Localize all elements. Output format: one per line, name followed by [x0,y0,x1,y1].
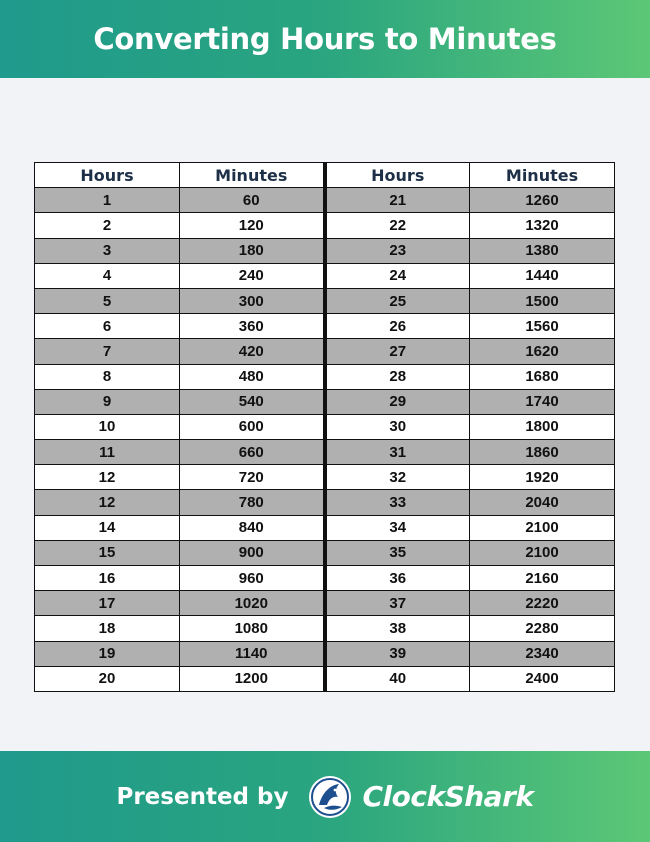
cell-hours: 17 [35,591,180,616]
cell-hours: 21 [325,188,470,213]
cell-hours: 9 [35,389,180,414]
table-row [35,314,615,339]
cell-minutes: 360 [180,314,325,339]
cell-minutes: 2040 [470,490,615,515]
cell-hours: 1 [35,188,180,213]
cell-hours: 36 [325,566,470,591]
cell-minutes: 2280 [470,616,615,641]
cell-hours: 31 [325,440,470,465]
cell-hours: 35 [325,540,470,565]
cell-hours: 33 [325,490,470,515]
hours-minutes-table [34,162,615,692]
table-row [35,414,615,439]
cell-minutes: 1260 [470,188,615,213]
column-header-hours: Hours [35,163,180,188]
cell-minutes: 660 [180,440,325,465]
table-row [35,188,615,213]
cell-hours: 34 [325,515,470,540]
cell-minutes: 300 [180,288,325,313]
cell-minutes: 1860 [470,440,615,465]
cell-minutes: 2100 [470,540,615,565]
table-row [35,364,615,389]
cell-minutes: 900 [180,540,325,565]
cell-hours: 12 [35,490,180,515]
cell-minutes: 480 [180,364,325,389]
cell-minutes: 960 [180,566,325,591]
cell-hours: 16 [35,566,180,591]
table-row [35,666,615,691]
cell-hours: 18 [35,616,180,641]
cell-hours: 27 [325,339,470,364]
cell-hours: 29 [325,389,470,414]
cell-hours: 30 [325,414,470,439]
cell-minutes: 780 [180,490,325,515]
table-row [35,641,615,666]
table-body [35,188,615,692]
cell-minutes: 600 [180,414,325,439]
cell-hours: 23 [325,238,470,263]
cell-minutes: 2100 [470,515,615,540]
table-row [35,465,615,490]
cell-hours: 28 [325,364,470,389]
table-row [35,591,615,616]
table-header-row [35,163,615,188]
cell-hours: 25 [325,288,470,313]
cell-minutes: 1560 [470,314,615,339]
cell-hours: 3 [35,238,180,263]
footer-banner [0,751,650,842]
presented-by-label: Presented by [116,783,289,810]
cell-minutes: 840 [180,515,325,540]
cell-minutes: 180 [180,238,325,263]
cell-hours: 8 [35,364,180,389]
cell-hours: 5 [35,288,180,313]
cell-hours: 22 [325,213,470,238]
cell-minutes: 1320 [470,213,615,238]
cell-minutes: 240 [180,263,325,288]
table-row [35,540,615,565]
cell-minutes: 1080 [180,616,325,641]
cell-hours: 19 [35,641,180,666]
cell-hours: 11 [35,440,180,465]
cell-hours: 15 [35,540,180,565]
cell-minutes: 2220 [470,591,615,616]
cell-minutes: 2160 [470,566,615,591]
column-header-hours: Hours [325,163,470,188]
table-row [35,238,615,263]
table-row [35,263,615,288]
cell-minutes: 1740 [470,389,615,414]
cell-hours: 14 [35,515,180,540]
cell-minutes: 1440 [470,263,615,288]
cell-hours: 40 [325,666,470,691]
cell-hours: 32 [325,465,470,490]
cell-minutes: 720 [180,465,325,490]
cell-minutes: 1680 [470,364,615,389]
cell-minutes: 1500 [470,288,615,313]
cell-hours: 4 [35,263,180,288]
header-banner [0,0,650,78]
column-header-minutes: Minutes [470,163,615,188]
cell-hours: 26 [325,314,470,339]
cell-minutes: 2340 [470,641,615,666]
table-row [35,515,615,540]
column-header-minutes: Minutes [180,163,325,188]
cell-minutes: 1380 [470,238,615,263]
table-row [35,616,615,641]
cell-hours: 2 [35,213,180,238]
table-row [35,339,615,364]
cell-minutes: 1140 [180,641,325,666]
table-row [35,490,615,515]
table-row [35,440,615,465]
cell-minutes: 1020 [180,591,325,616]
cell-minutes: 120 [180,213,325,238]
page-title: Converting Hours to Minutes [93,22,557,56]
cell-minutes: 1200 [180,666,325,691]
brand-name: ClockShark [362,780,534,813]
cell-minutes: 60 [180,188,325,213]
cell-minutes: 1920 [470,465,615,490]
cell-minutes: 540 [180,389,325,414]
table-row [35,213,615,238]
cell-hours: 24 [325,263,470,288]
table-row [35,389,615,414]
cell-hours: 7 [35,339,180,364]
cell-hours: 37 [325,591,470,616]
cell-hours: 10 [35,414,180,439]
cell-minutes: 420 [180,339,325,364]
shark-clock-logo-icon [308,775,352,819]
cell-hours: 12 [35,465,180,490]
cell-minutes: 2400 [470,666,615,691]
table-row [35,566,615,591]
cell-hours: 20 [35,666,180,691]
cell-hours: 38 [325,616,470,641]
cell-minutes: 1800 [470,414,615,439]
cell-hours: 6 [35,314,180,339]
cell-minutes: 1620 [470,339,615,364]
cell-hours: 39 [325,641,470,666]
table-row [35,288,615,313]
